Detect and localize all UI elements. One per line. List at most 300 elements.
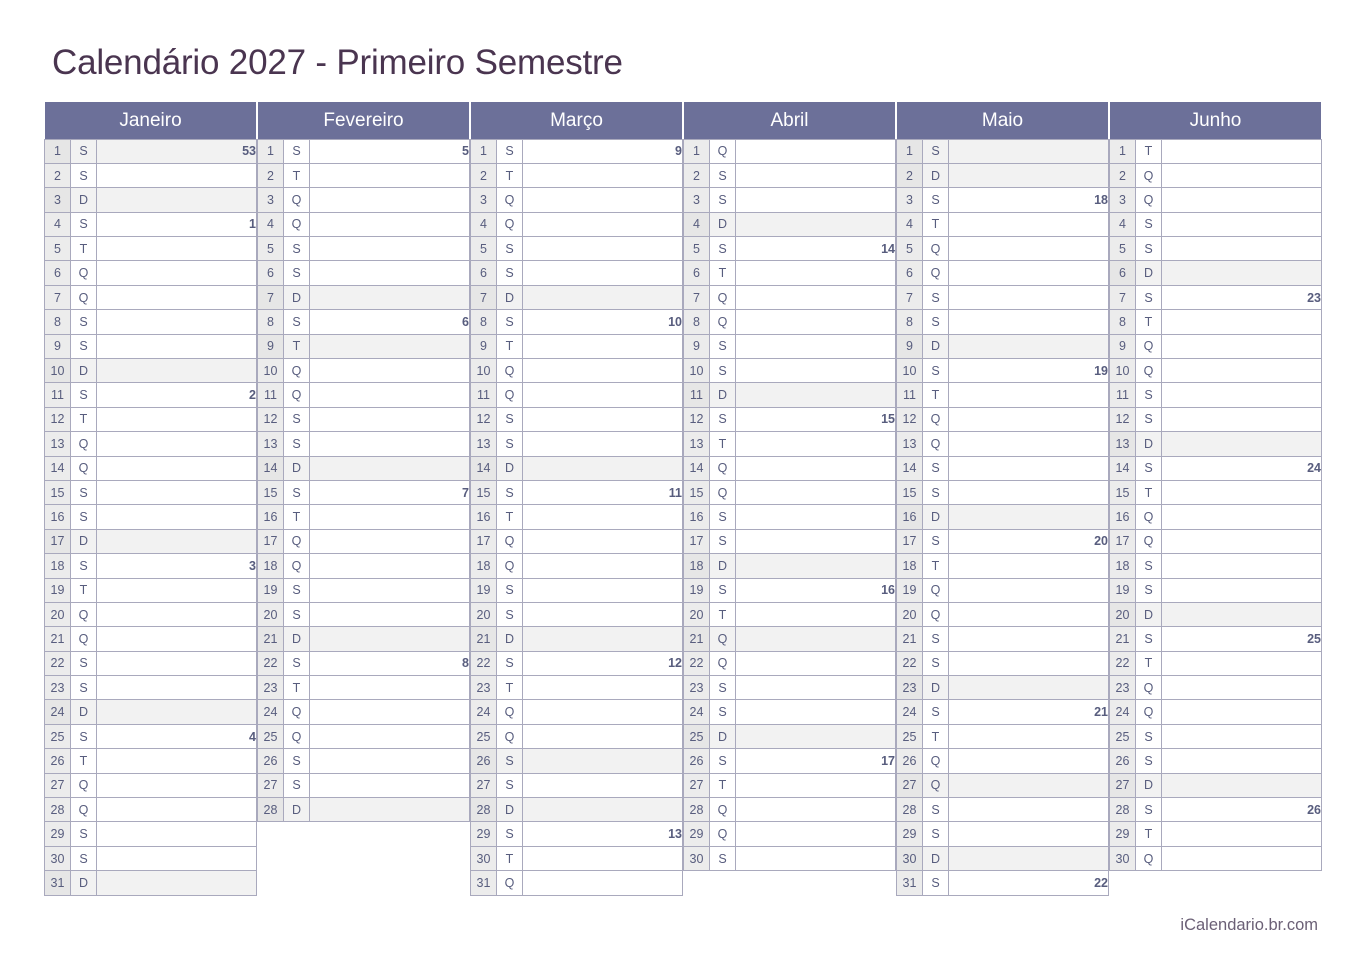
day-row[interactable] bbox=[897, 529, 1109, 553]
week-number-cell[interactable] bbox=[97, 798, 257, 822]
day-row[interactable] bbox=[1110, 432, 1322, 456]
week-number-cell[interactable] bbox=[949, 651, 1109, 675]
week-number-cell[interactable] bbox=[1162, 237, 1322, 261]
day-row[interactable] bbox=[684, 310, 896, 334]
day-row[interactable] bbox=[258, 310, 470, 334]
day-row[interactable] bbox=[1110, 724, 1322, 748]
week-number-cell[interactable] bbox=[310, 627, 470, 651]
day-row[interactable] bbox=[45, 139, 257, 163]
day-row[interactable] bbox=[471, 773, 683, 797]
day-row[interactable] bbox=[45, 724, 257, 748]
week-number-cell[interactable] bbox=[523, 846, 683, 870]
week-number-cell[interactable]: 7 bbox=[310, 480, 470, 504]
day-row[interactable] bbox=[45, 334, 257, 358]
day-row[interactable] bbox=[471, 163, 683, 187]
day-row[interactable] bbox=[684, 237, 896, 261]
week-number-cell[interactable] bbox=[736, 627, 896, 651]
week-number-cell[interactable] bbox=[310, 602, 470, 626]
week-number-cell[interactable] bbox=[949, 822, 1109, 846]
day-row[interactable] bbox=[897, 334, 1109, 358]
day-row[interactable] bbox=[258, 529, 470, 553]
day-row[interactable] bbox=[1110, 676, 1322, 700]
day-row[interactable] bbox=[471, 554, 683, 578]
week-number-cell[interactable]: 3 bbox=[97, 554, 257, 578]
week-number-cell[interactable] bbox=[310, 700, 470, 724]
day-row[interactable] bbox=[258, 724, 470, 748]
day-row[interactable] bbox=[897, 554, 1109, 578]
day-row[interactable] bbox=[897, 407, 1109, 431]
day-row[interactable] bbox=[897, 773, 1109, 797]
day-row[interactable] bbox=[1110, 310, 1322, 334]
week-number-cell[interactable] bbox=[736, 359, 896, 383]
week-number-cell[interactable] bbox=[523, 749, 683, 773]
week-number-cell[interactable]: 1 bbox=[97, 212, 257, 236]
week-number-cell[interactable] bbox=[97, 529, 257, 553]
day-row[interactable] bbox=[258, 188, 470, 212]
week-number-cell[interactable] bbox=[736, 529, 896, 553]
day-row[interactable] bbox=[471, 529, 683, 553]
day-row[interactable] bbox=[684, 773, 896, 797]
day-row[interactable] bbox=[1110, 456, 1322, 480]
week-number-cell[interactable] bbox=[736, 651, 896, 675]
week-number-cell[interactable]: 26 bbox=[1162, 798, 1322, 822]
week-number-cell[interactable] bbox=[736, 334, 896, 358]
week-number-cell[interactable] bbox=[310, 505, 470, 529]
week-number-cell[interactable] bbox=[523, 237, 683, 261]
day-row[interactable] bbox=[471, 456, 683, 480]
week-number-cell[interactable]: 53 bbox=[97, 139, 257, 163]
week-number-cell[interactable] bbox=[523, 871, 683, 895]
week-number-cell[interactable]: 19 bbox=[949, 359, 1109, 383]
week-number-cell[interactable] bbox=[310, 334, 470, 358]
day-row[interactable] bbox=[45, 285, 257, 309]
day-row[interactable] bbox=[45, 773, 257, 797]
week-number-cell[interactable] bbox=[736, 212, 896, 236]
week-number-cell[interactable] bbox=[310, 554, 470, 578]
week-number-cell[interactable]: 16 bbox=[736, 578, 896, 602]
day-row[interactable] bbox=[1110, 529, 1322, 553]
day-row[interactable] bbox=[258, 700, 470, 724]
day-row[interactable] bbox=[684, 188, 896, 212]
day-row[interactable] bbox=[258, 456, 470, 480]
day-row[interactable] bbox=[45, 651, 257, 675]
day-row[interactable] bbox=[258, 602, 470, 626]
week-number-cell[interactable] bbox=[949, 602, 1109, 626]
day-row[interactable] bbox=[897, 724, 1109, 748]
week-number-cell[interactable] bbox=[97, 188, 257, 212]
week-number-cell[interactable] bbox=[523, 163, 683, 187]
day-row[interactable] bbox=[45, 163, 257, 187]
day-row[interactable] bbox=[471, 700, 683, 724]
week-number-cell[interactable] bbox=[523, 432, 683, 456]
week-number-cell[interactable] bbox=[736, 700, 896, 724]
day-row[interactable] bbox=[471, 798, 683, 822]
day-row[interactable] bbox=[471, 602, 683, 626]
day-row[interactable] bbox=[684, 163, 896, 187]
day-row[interactable] bbox=[684, 627, 896, 651]
day-row[interactable] bbox=[684, 529, 896, 553]
day-row[interactable] bbox=[897, 188, 1109, 212]
week-number-cell[interactable] bbox=[736, 798, 896, 822]
week-number-cell[interactable] bbox=[1162, 359, 1322, 383]
week-number-cell[interactable] bbox=[736, 846, 896, 870]
day-row[interactable] bbox=[684, 456, 896, 480]
day-row[interactable] bbox=[897, 822, 1109, 846]
day-row[interactable] bbox=[897, 651, 1109, 675]
week-number-cell[interactable] bbox=[1162, 383, 1322, 407]
day-row[interactable] bbox=[258, 407, 470, 431]
week-number-cell[interactable] bbox=[97, 456, 257, 480]
week-number-cell[interactable] bbox=[949, 383, 1109, 407]
day-row[interactable] bbox=[471, 627, 683, 651]
week-number-cell[interactable] bbox=[949, 578, 1109, 602]
week-number-cell[interactable] bbox=[949, 554, 1109, 578]
week-number-cell[interactable] bbox=[1162, 188, 1322, 212]
week-number-cell[interactable] bbox=[736, 773, 896, 797]
week-number-cell[interactable] bbox=[97, 773, 257, 797]
day-row[interactable] bbox=[1110, 554, 1322, 578]
week-number-cell[interactable] bbox=[736, 724, 896, 748]
week-number-cell[interactable] bbox=[97, 285, 257, 309]
week-number-cell[interactable] bbox=[949, 676, 1109, 700]
week-number-cell[interactable] bbox=[97, 749, 257, 773]
day-row[interactable] bbox=[897, 383, 1109, 407]
day-row[interactable] bbox=[45, 407, 257, 431]
week-number-cell[interactable] bbox=[523, 261, 683, 285]
day-row[interactable] bbox=[897, 505, 1109, 529]
day-row[interactable] bbox=[471, 480, 683, 504]
day-row[interactable] bbox=[684, 432, 896, 456]
day-row[interactable] bbox=[897, 139, 1109, 163]
day-row[interactable] bbox=[1110, 700, 1322, 724]
day-row[interactable] bbox=[258, 285, 470, 309]
day-row[interactable] bbox=[471, 407, 683, 431]
week-number-cell[interactable] bbox=[1162, 407, 1322, 431]
week-number-cell[interactable] bbox=[523, 212, 683, 236]
day-row[interactable] bbox=[1110, 163, 1322, 187]
week-number-cell[interactable] bbox=[523, 505, 683, 529]
week-number-cell[interactable]: 4 bbox=[97, 724, 257, 748]
week-number-cell[interactable]: 2 bbox=[97, 383, 257, 407]
week-number-cell[interactable] bbox=[310, 383, 470, 407]
week-number-cell[interactable] bbox=[736, 505, 896, 529]
week-number-cell[interactable] bbox=[736, 285, 896, 309]
week-number-cell[interactable] bbox=[97, 578, 257, 602]
week-number-cell[interactable] bbox=[949, 261, 1109, 285]
week-number-cell[interactable] bbox=[1162, 724, 1322, 748]
week-number-cell[interactable] bbox=[1162, 676, 1322, 700]
week-number-cell[interactable] bbox=[97, 359, 257, 383]
week-number-cell[interactable]: 23 bbox=[1162, 285, 1322, 309]
week-number-cell[interactable] bbox=[97, 871, 257, 895]
day-row[interactable] bbox=[258, 212, 470, 236]
day-row[interactable] bbox=[45, 749, 257, 773]
day-row[interactable] bbox=[45, 480, 257, 504]
day-row[interactable] bbox=[684, 700, 896, 724]
week-number-cell[interactable] bbox=[523, 700, 683, 724]
day-row[interactable] bbox=[684, 505, 896, 529]
day-row[interactable] bbox=[897, 310, 1109, 334]
week-number-cell[interactable] bbox=[949, 310, 1109, 334]
day-row[interactable] bbox=[897, 676, 1109, 700]
week-number-cell[interactable] bbox=[310, 237, 470, 261]
day-row[interactable] bbox=[45, 310, 257, 334]
day-row[interactable] bbox=[684, 261, 896, 285]
day-row[interactable] bbox=[1110, 773, 1322, 797]
week-number-cell[interactable]: 9 bbox=[523, 139, 683, 163]
day-row[interactable] bbox=[1110, 139, 1322, 163]
day-row[interactable] bbox=[684, 749, 896, 773]
day-row[interactable] bbox=[258, 432, 470, 456]
day-row[interactable] bbox=[45, 261, 257, 285]
week-number-cell[interactable] bbox=[949, 480, 1109, 504]
day-row[interactable] bbox=[897, 846, 1109, 870]
week-number-cell[interactable] bbox=[97, 822, 257, 846]
week-number-cell[interactable] bbox=[97, 310, 257, 334]
day-row[interactable] bbox=[258, 749, 470, 773]
week-number-cell[interactable] bbox=[97, 627, 257, 651]
week-number-cell[interactable] bbox=[523, 383, 683, 407]
day-row[interactable] bbox=[897, 261, 1109, 285]
day-row[interactable] bbox=[897, 237, 1109, 261]
day-row[interactable] bbox=[471, 334, 683, 358]
week-number-cell[interactable] bbox=[523, 724, 683, 748]
day-row[interactable] bbox=[1110, 798, 1322, 822]
week-number-cell[interactable]: 12 bbox=[523, 651, 683, 675]
week-number-cell[interactable] bbox=[310, 163, 470, 187]
week-number-cell[interactable] bbox=[97, 432, 257, 456]
week-number-cell[interactable] bbox=[1162, 139, 1322, 163]
day-row[interactable] bbox=[45, 456, 257, 480]
week-number-cell[interactable] bbox=[1162, 310, 1322, 334]
week-number-cell[interactable]: 25 bbox=[1162, 627, 1322, 651]
day-row[interactable] bbox=[684, 578, 896, 602]
day-row[interactable] bbox=[1110, 188, 1322, 212]
week-number-cell[interactable] bbox=[1162, 334, 1322, 358]
week-number-cell[interactable] bbox=[310, 285, 470, 309]
day-row[interactable] bbox=[45, 798, 257, 822]
day-row[interactable] bbox=[471, 359, 683, 383]
day-row[interactable] bbox=[897, 627, 1109, 651]
week-number-cell[interactable]: 14 bbox=[736, 237, 896, 261]
day-row[interactable] bbox=[258, 578, 470, 602]
day-row[interactable] bbox=[897, 212, 1109, 236]
week-number-cell[interactable] bbox=[949, 163, 1109, 187]
week-number-cell[interactable]: 18 bbox=[949, 188, 1109, 212]
day-row[interactable] bbox=[897, 432, 1109, 456]
week-number-cell[interactable] bbox=[949, 773, 1109, 797]
week-number-cell[interactable] bbox=[1162, 261, 1322, 285]
day-row[interactable] bbox=[258, 798, 470, 822]
day-row[interactable] bbox=[45, 871, 257, 895]
week-number-cell[interactable] bbox=[97, 261, 257, 285]
week-number-cell[interactable] bbox=[736, 554, 896, 578]
week-number-cell[interactable] bbox=[523, 578, 683, 602]
day-row[interactable] bbox=[684, 602, 896, 626]
day-row[interactable] bbox=[471, 822, 683, 846]
week-number-cell[interactable] bbox=[736, 676, 896, 700]
week-number-cell[interactable] bbox=[1162, 846, 1322, 870]
day-row[interactable] bbox=[684, 480, 896, 504]
week-number-cell[interactable] bbox=[523, 798, 683, 822]
week-number-cell[interactable] bbox=[1162, 529, 1322, 553]
day-row[interactable] bbox=[1110, 627, 1322, 651]
day-row[interactable] bbox=[45, 554, 257, 578]
week-number-cell[interactable] bbox=[310, 798, 470, 822]
day-row[interactable] bbox=[471, 188, 683, 212]
day-row[interactable] bbox=[45, 627, 257, 651]
day-row[interactable] bbox=[1110, 602, 1322, 626]
week-number-cell[interactable] bbox=[949, 724, 1109, 748]
day-row[interactable] bbox=[258, 237, 470, 261]
day-row[interactable] bbox=[471, 846, 683, 870]
day-row[interactable] bbox=[1110, 383, 1322, 407]
week-number-cell[interactable] bbox=[310, 261, 470, 285]
week-number-cell[interactable] bbox=[523, 456, 683, 480]
week-number-cell[interactable] bbox=[1162, 651, 1322, 675]
day-row[interactable] bbox=[897, 480, 1109, 504]
day-row[interactable] bbox=[45, 383, 257, 407]
week-number-cell[interactable] bbox=[736, 188, 896, 212]
day-row[interactable] bbox=[45, 846, 257, 870]
week-number-cell[interactable]: 15 bbox=[736, 407, 896, 431]
day-row[interactable] bbox=[45, 578, 257, 602]
day-row[interactable] bbox=[684, 359, 896, 383]
week-number-cell[interactable] bbox=[523, 285, 683, 309]
week-number-cell[interactable]: 13 bbox=[523, 822, 683, 846]
week-number-cell[interactable] bbox=[310, 578, 470, 602]
day-row[interactable] bbox=[471, 749, 683, 773]
week-number-cell[interactable] bbox=[1162, 480, 1322, 504]
day-row[interactable] bbox=[45, 359, 257, 383]
day-row[interactable] bbox=[684, 822, 896, 846]
day-row[interactable] bbox=[684, 139, 896, 163]
day-row[interactable] bbox=[45, 505, 257, 529]
week-number-cell[interactable] bbox=[310, 724, 470, 748]
day-row[interactable] bbox=[684, 651, 896, 675]
week-number-cell[interactable] bbox=[97, 700, 257, 724]
day-row[interactable] bbox=[471, 871, 683, 895]
day-row[interactable] bbox=[684, 798, 896, 822]
week-number-cell[interactable] bbox=[949, 456, 1109, 480]
day-row[interactable] bbox=[684, 724, 896, 748]
day-row[interactable] bbox=[684, 676, 896, 700]
week-number-cell[interactable] bbox=[523, 188, 683, 212]
week-number-cell[interactable]: 10 bbox=[523, 310, 683, 334]
week-number-cell[interactable] bbox=[736, 602, 896, 626]
day-row[interactable] bbox=[45, 700, 257, 724]
week-number-cell[interactable] bbox=[310, 359, 470, 383]
week-number-cell[interactable]: 11 bbox=[523, 480, 683, 504]
week-number-cell[interactable]: 5 bbox=[310, 139, 470, 163]
week-number-cell[interactable] bbox=[97, 676, 257, 700]
day-row[interactable] bbox=[471, 261, 683, 285]
week-number-cell[interactable]: 24 bbox=[1162, 456, 1322, 480]
week-number-cell[interactable] bbox=[97, 237, 257, 261]
week-number-cell[interactable] bbox=[310, 432, 470, 456]
day-row[interactable] bbox=[471, 676, 683, 700]
week-number-cell[interactable] bbox=[736, 383, 896, 407]
day-row[interactable] bbox=[45, 602, 257, 626]
day-row[interactable] bbox=[1110, 749, 1322, 773]
week-number-cell[interactable]: 21 bbox=[949, 700, 1109, 724]
day-row[interactable] bbox=[258, 383, 470, 407]
week-number-cell[interactable] bbox=[736, 261, 896, 285]
week-number-cell[interactable] bbox=[310, 773, 470, 797]
day-row[interactable] bbox=[1110, 822, 1322, 846]
week-number-cell[interactable] bbox=[523, 627, 683, 651]
day-row[interactable] bbox=[258, 676, 470, 700]
day-row[interactable] bbox=[471, 212, 683, 236]
day-row[interactable] bbox=[684, 554, 896, 578]
week-number-cell[interactable] bbox=[1162, 212, 1322, 236]
week-number-cell[interactable] bbox=[1162, 578, 1322, 602]
week-number-cell[interactable] bbox=[310, 749, 470, 773]
week-number-cell[interactable] bbox=[949, 237, 1109, 261]
day-row[interactable] bbox=[258, 505, 470, 529]
week-number-cell[interactable] bbox=[949, 139, 1109, 163]
day-row[interactable] bbox=[45, 212, 257, 236]
week-number-cell[interactable] bbox=[1162, 700, 1322, 724]
week-number-cell[interactable] bbox=[1162, 432, 1322, 456]
day-row[interactable] bbox=[897, 871, 1109, 895]
week-number-cell[interactable] bbox=[523, 773, 683, 797]
day-row[interactable] bbox=[897, 578, 1109, 602]
day-row[interactable] bbox=[45, 529, 257, 553]
week-number-cell[interactable] bbox=[949, 749, 1109, 773]
week-number-cell[interactable] bbox=[1162, 822, 1322, 846]
week-number-cell[interactable] bbox=[1162, 602, 1322, 626]
day-row[interactable] bbox=[684, 285, 896, 309]
day-row[interactable] bbox=[1110, 359, 1322, 383]
day-row[interactable] bbox=[258, 359, 470, 383]
day-row[interactable] bbox=[471, 285, 683, 309]
day-row[interactable] bbox=[258, 651, 470, 675]
day-row[interactable] bbox=[897, 602, 1109, 626]
day-row[interactable] bbox=[1110, 212, 1322, 236]
day-row[interactable] bbox=[258, 334, 470, 358]
week-number-cell[interactable] bbox=[1162, 749, 1322, 773]
day-row[interactable] bbox=[1110, 505, 1322, 529]
week-number-cell[interactable] bbox=[97, 651, 257, 675]
week-number-cell[interactable] bbox=[523, 407, 683, 431]
week-number-cell[interactable] bbox=[97, 163, 257, 187]
week-number-cell[interactable] bbox=[1162, 773, 1322, 797]
week-number-cell[interactable] bbox=[736, 310, 896, 334]
week-number-cell[interactable] bbox=[949, 407, 1109, 431]
day-row[interactable] bbox=[684, 846, 896, 870]
week-number-cell[interactable] bbox=[736, 480, 896, 504]
day-row[interactable] bbox=[1110, 651, 1322, 675]
day-row[interactable] bbox=[1110, 237, 1322, 261]
week-number-cell[interactable] bbox=[97, 480, 257, 504]
week-number-cell[interactable] bbox=[736, 163, 896, 187]
day-row[interactable] bbox=[471, 578, 683, 602]
day-row[interactable] bbox=[1110, 407, 1322, 431]
week-number-cell[interactable]: 8 bbox=[310, 651, 470, 675]
week-number-cell[interactable] bbox=[523, 676, 683, 700]
week-number-cell[interactable] bbox=[97, 334, 257, 358]
week-number-cell[interactable] bbox=[736, 432, 896, 456]
day-row[interactable] bbox=[684, 212, 896, 236]
week-number-cell[interactable] bbox=[97, 407, 257, 431]
day-row[interactable] bbox=[684, 383, 896, 407]
week-number-cell[interactable]: 20 bbox=[949, 529, 1109, 553]
day-row[interactable] bbox=[258, 261, 470, 285]
week-number-cell[interactable] bbox=[736, 822, 896, 846]
week-number-cell[interactable] bbox=[949, 285, 1109, 309]
week-number-cell[interactable] bbox=[523, 359, 683, 383]
